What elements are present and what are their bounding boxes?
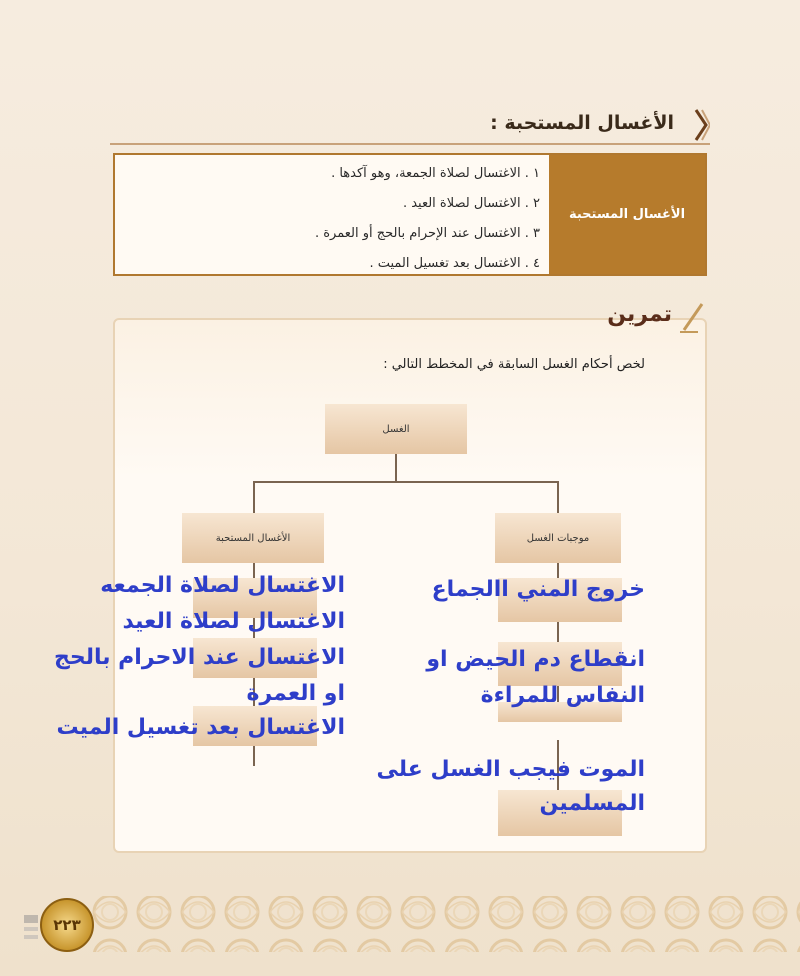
handwritten-answer-right: النفاس للمراءة: [480, 683, 645, 708]
diagram-connector: [253, 746, 255, 766]
handwritten-answer-left: الاغتسال لصلاة العيد: [122, 609, 345, 634]
exercise-label-text: تمرين: [607, 302, 672, 327]
recommended-ghusl-table: [113, 153, 707, 276]
decorative-bracket-icon: [692, 108, 710, 142]
diagram-right-branch-node: موجبات الغسل: [495, 513, 621, 563]
diagram-connector: [395, 454, 397, 482]
handwritten-answer-right: خروج المني االجماع: [431, 577, 645, 602]
list-item: ٤ . الاغتسال بعد تغسيل الميت .: [369, 256, 540, 271]
decorative-footer-ornament: [0, 890, 800, 976]
table-header-cell: الأغسال المستحبة: [549, 155, 705, 274]
exercise-label: [607, 298, 710, 338]
handwritten-answer-right: الموت فيجب الغسل على: [376, 757, 645, 782]
section-title-text: الأغسال المستحبة :: [490, 112, 674, 134]
diagram-root-node: الغسل: [325, 404, 467, 454]
handwritten-answer-left: الاغتسال بعد تغسيل الميت: [56, 715, 345, 740]
list-item: ٢ . الاغتسال لصلاة العيد .: [402, 196, 540, 211]
diagram-left-branch-node: الأغسال المستحبة: [182, 513, 324, 563]
publisher-logo-icon: [22, 905, 40, 957]
title-divider: [110, 143, 710, 145]
diagram-connector: [557, 481, 559, 514]
list-item: ٣ . الاغتسال عند الإحرام بالحج أو العمرة .: [314, 226, 540, 241]
exercise-instruction: لخص أحكام الغسل السابقة في المخطط التالي :: [383, 357, 645, 372]
handwritten-answer-left: الاغتسال عند الاحرام بالحج: [54, 645, 345, 670]
handwritten-answer-right: انقطاع دم الحيض او: [426, 647, 645, 672]
list-item: ١ . الاغتسال لصلاة الجمعة، وهو آكدها .: [331, 166, 540, 181]
diagram-connector: [557, 622, 559, 642]
handwritten-answer-left: او العمرة: [246, 681, 345, 706]
diagram-connector: [253, 481, 559, 483]
handwritten-answer-right: المسلمين: [539, 791, 645, 816]
page-number: ٢٢٣: [53, 916, 81, 934]
handwritten-answer-left: الاغتسال لصلاة الجمعه: [100, 573, 345, 598]
diagram-connector: [253, 481, 255, 514]
pencil-icon: [678, 300, 708, 334]
page-number-badge: [40, 898, 94, 952]
section-title: [480, 108, 710, 142]
table-item-list: [315, 159, 540, 279]
